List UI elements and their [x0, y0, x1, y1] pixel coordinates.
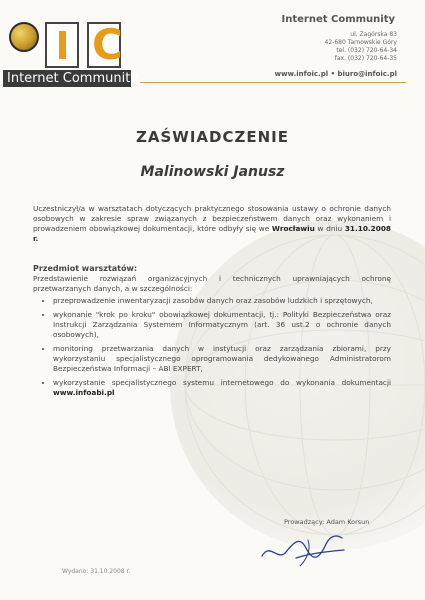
intro-city: Wrocławiu [271, 224, 315, 233]
header-email-link: biuro@infoic.pl [337, 70, 397, 78]
intro-text: Uczestniczył/a w warsztatach dotyczących praktycznego stosowania ustawy o ochronie danych osobowych w zakresie spraw związanych z bezpieczeństwem danych oraz wykonaniem i prowadzeniem obowiązkowej dokumentacji, które odbyły się we [33, 204, 391, 233]
subject-item-text: wykorzystanie specjalistycznego systemu internetowego do wykonania dokumentacji [53, 378, 391, 387]
header-website-link: www.infoic.pl [274, 70, 329, 78]
header-company-name: Internet Community [281, 14, 395, 25]
intro-paragraph [33, 204, 391, 244]
subject-item: • przeprowadzenie inwentaryzacji zasobów danych oraz zasobów ludzkich i sprzętowych, [53, 296, 391, 306]
subject-section [33, 264, 391, 402]
issue-date: Wydano: 31.10.2008 r. [62, 568, 131, 575]
intro-date: 31.10.2008 r. [33, 224, 391, 243]
company-logo [3, 18, 138, 88]
header-contact [275, 70, 397, 78]
header-address-city: 42-680 Tarnowskie Góry [324, 39, 397, 46]
logo-band: Internet Community [3, 70, 131, 87]
header-separator: • [330, 70, 336, 78]
header-divider [140, 82, 406, 83]
lecturer-label: Prowadzący: [284, 518, 325, 526]
subject-list [33, 296, 391, 398]
handwritten-signature [256, 522, 352, 570]
header-address-phone: tel. (032) 720-64-34 [336, 47, 397, 54]
header-address-fax: fax. (032) 720-64-35 [334, 55, 397, 62]
recipient-name: Malinowski Janusz [140, 164, 285, 180]
logo-letter-c: C [87, 22, 121, 68]
infoabi-link: www.infoabi.pl [53, 388, 115, 397]
logo-letter-i [45, 22, 79, 68]
logo-globe-icon [9, 22, 39, 52]
subject-heading: Przedmiot warsztatów: [33, 264, 138, 273]
lecturer-name: Adam Korsun [326, 518, 370, 526]
subject-item: • monitoring przetwarzania danych w instytucji oraz zarządzania zbiorami, przy wykorzystaniu specjalistycznego oprogramowania dedykowanego Administratorom Bezpieczeństwa Informacji – ABI EXPERT, [53, 344, 391, 374]
header-address-street: ul. Zagórska 83 [350, 31, 397, 38]
intro-mid: w dniu [317, 224, 343, 233]
subject-item [53, 378, 391, 398]
header-address [325, 31, 397, 63]
subject-item: • wykonanie "krok po kroku" obowiązkowej dokumentacji, tj.: Polityki Bezpieczeństwa oraz Instrukcji Zarządzania Systemem Informatycznym (art. 36 ust.2 o ochronie danych osobowych), [53, 310, 391, 340]
document-title: ZAŚWIADCZENIE [136, 128, 289, 146]
subject-intro: Przedstawienie rozwiązań organizacyjnych i technicznych uprawniających ochronę przetwarzanych danych, a w szczególności: [33, 274, 391, 293]
